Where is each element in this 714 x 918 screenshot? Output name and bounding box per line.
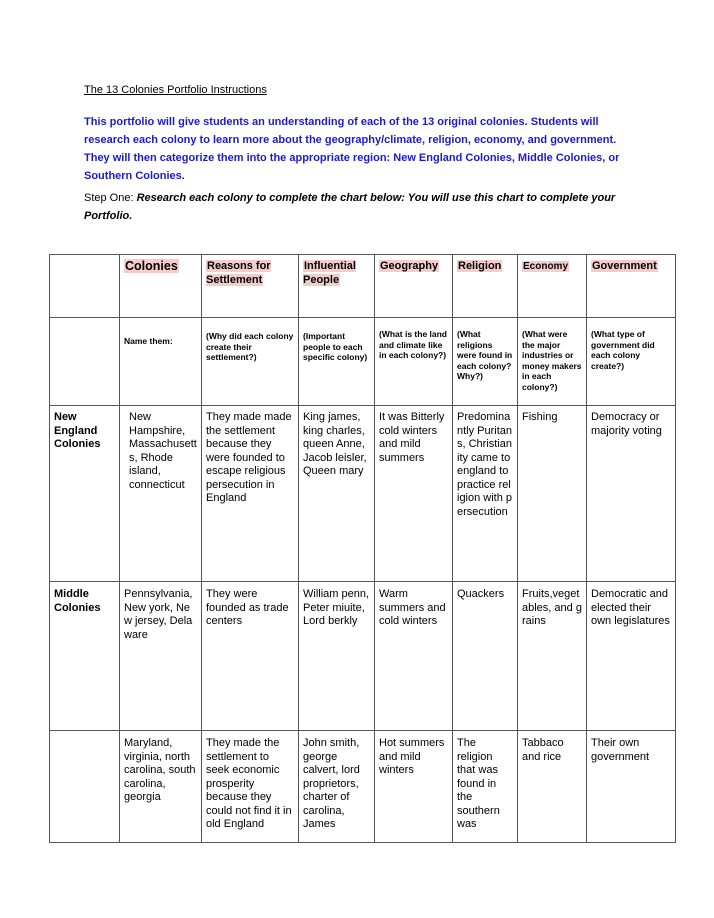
header-government — [587, 255, 676, 318]
header-label: Influential People — [303, 260, 356, 286]
header-colonies — [120, 255, 202, 318]
table-cell: Their own government — [587, 731, 676, 843]
colonies-chart — [49, 254, 676, 843]
table-cell: They made made the settlement because they were founded to escape religious persecution in England — [202, 406, 299, 582]
table-row — [50, 406, 676, 582]
table-cell: Fruits,vegetables, and grains — [518, 582, 587, 731]
subheader-cell — [375, 318, 453, 406]
subheader-text: (Important people to each specific colony) — [303, 331, 368, 362]
table-cell: Warm summers and cold winters — [375, 582, 453, 731]
header-economy — [518, 255, 587, 318]
subheader-text: Name them: — [124, 336, 173, 346]
table-cell: Tabbaco and rice — [518, 731, 587, 843]
table-cell: They made the settlement to seek economic prosperity because they could not find it in old England — [202, 731, 299, 843]
subheader-cell — [518, 318, 587, 406]
header-label: Economy — [523, 261, 569, 272]
document-title: The 13 Colonies Portfolio Instructions — [84, 84, 267, 96]
subheader-cell — [587, 318, 676, 406]
table-cell: Democracy or majority voting — [587, 406, 676, 582]
header-corner-cell — [50, 255, 120, 318]
table-cell: John smith, george calvert, lord proprietors, charter of carolina, James — [299, 731, 375, 843]
table-cell: It was Bitterly cold winters and mild summers — [375, 406, 453, 582]
step-one-paragraph — [84, 190, 644, 225]
table-cell: Predominantly Puritans, Christianity came to england to practice religion with persecution — [453, 406, 518, 582]
header-religion — [453, 255, 518, 318]
table-cell: Quackers — [453, 582, 518, 731]
region-label: Middle Colonies — [50, 582, 120, 731]
header-label: Government — [592, 260, 657, 272]
table-cell: They were founded as trade centers — [202, 582, 299, 731]
header-label: Geography — [380, 260, 439, 272]
subheader-text: (What is the land and climate like in each colony?) — [379, 329, 447, 360]
header-people — [299, 255, 375, 318]
subheader-row — [50, 318, 676, 406]
step-prefix: Step One: — [84, 192, 137, 204]
table-cell: Hot summers and mild winters — [375, 731, 453, 843]
header-label: Religion — [458, 260, 502, 272]
table-row — [50, 731, 676, 843]
table-cell: Fishing — [518, 406, 587, 582]
subheader-cell — [299, 318, 375, 406]
region-label — [50, 731, 120, 843]
table-cell: Democratic and elected their own legislatures — [587, 582, 676, 731]
subheader-text: (Why did each colony create their settlement?) — [206, 331, 294, 362]
table-cell: New Hampshire, Massachusetts, Rhode island, connecticut — [120, 406, 202, 582]
subheader-cell — [120, 318, 202, 406]
header-geography — [375, 255, 453, 318]
header-label: Colonies — [125, 259, 178, 273]
table-cell: William penn, Peter miuite, Lord berkly — [299, 582, 375, 731]
subheader-text: (What religions were found in each colony? Why?) — [457, 329, 513, 381]
subheader-corner-cell — [50, 318, 120, 406]
table-cell: The religion that was found in the southern was — [453, 731, 518, 843]
table-cell: Pennsylvania, New york, New jersey, Delaware — [120, 582, 202, 731]
header-row — [50, 255, 676, 318]
subheader-text: (What type of government did each colony create?) — [591, 329, 655, 371]
subheader-cell — [202, 318, 299, 406]
header-label: Reasons for Settlement — [206, 260, 271, 286]
table-cell: King james, king charles, queen Anne, Jacob leisler, Queen mary — [299, 406, 375, 582]
header-reasons — [202, 255, 299, 318]
region-label: New England Colonies — [50, 406, 120, 582]
step-instructions: Research each colony to complete the chart below: You will use this chart to complete your Portfolio. — [84, 192, 616, 222]
subheader-text: (What were the major industries or money makers in each colony?) — [522, 329, 582, 392]
intro-paragraph: This portfolio will give students an understanding of each of the 13 original colonies. Students will research each colony to learn more about the geography/climate, religion, economy, and government. They will then categorize them into the appropriate region: New England Colonies, Middle Colonies, or Southern Colonies. — [84, 116, 620, 182]
subheader-cell — [453, 318, 518, 406]
table-row — [50, 582, 676, 731]
table-cell: Maryland, virginia, north carolina, south carolina, georgia — [120, 731, 202, 843]
